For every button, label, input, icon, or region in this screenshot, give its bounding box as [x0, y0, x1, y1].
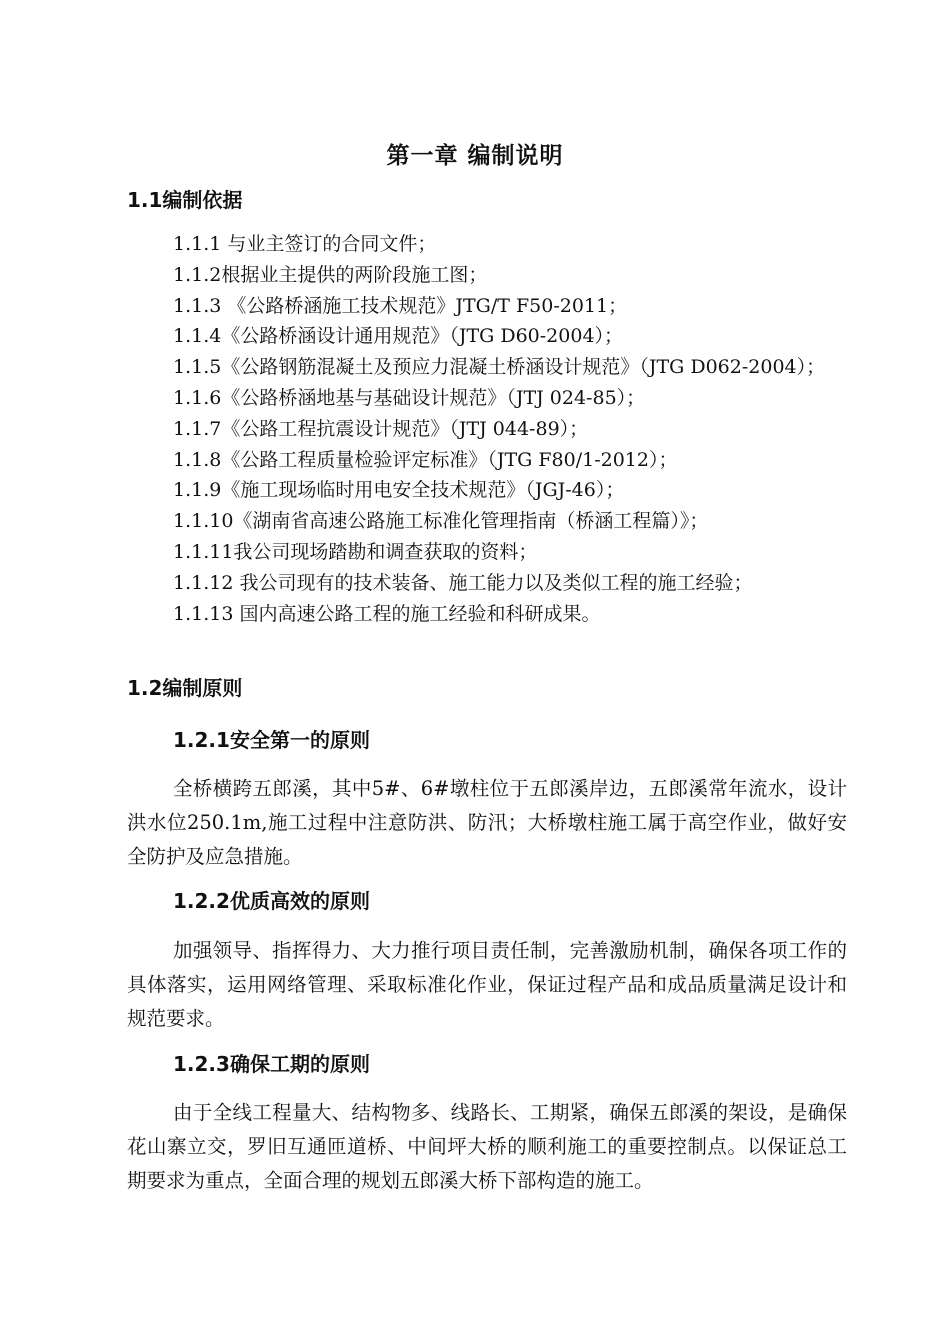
list-item: 1.1.5《公路钢筋混凝土及预应力混凝土桥涵设计规范》（JTG D062-2004）； [173, 356, 826, 379]
paragraph-safety: 全桥横跨五郎溪，其中5#、6#墩柱位于五郎溪岸边，五郎溪常年流水，设计洪水位250.1m,施工过程中注意防洪、防汛；大桥墩柱施工属于高空作业，做好安全防护及应急措施。 [127, 777, 847, 868]
list-item: 1.1.13 国内高速公路工程的施工经验和科研成果。 [173, 602, 601, 625]
sub-heading-schedule: 1.2.3确保工期的原则 [173, 1052, 370, 1076]
sub-heading-quality: 1.2.2优质高效的原则 [173, 889, 370, 913]
list-item: 1.1.12 我公司现有的技术装备、施工能力以及类似工程的施工经验； [173, 571, 753, 594]
paragraph-schedule: 由于全线工程量大、结构物多、线路长、工期紧，确保五郎溪的架设，是确保花山寨立交，罗旧互通匝道桥、中间坪大桥的顺利施工的重要控制点。以保证总工期要求为重点，全面合理的规划五郎溪大桥下部构造的施工。 [127, 1101, 847, 1192]
list-item: 1.1.2根据业主提供的两阶段施工图； [173, 263, 488, 286]
sub-heading-safety: 1.2.1安全第一的原则 [173, 728, 370, 752]
list-item: 1.1.11我公司现场踏勘和调查获取的资料； [173, 540, 538, 563]
list-item: 1.1.4《公路桥涵设计通用规范》（JTG D60-2004）； [173, 325, 624, 348]
list-item: 1.1.6《公路桥涵地基与基础设计规范》（JTJ 024-85）； [173, 386, 646, 409]
list-item: 1.1.7《公路工程抗震设计规范》（JTJ 044-89）； [173, 417, 589, 440]
list-item: 1.1.10《湖南省高速公路施工标准化管理指南（桥涵工程篇）》； [173, 510, 709, 533]
section-heading-principles: 1.2编制原则 [127, 676, 243, 700]
list-item: 1.1.1 与业主签订的合同文件； [173, 233, 437, 255]
list-item: 1.1.9《施工现场临时用电安全技术规范》（JGJ-46）； [173, 479, 625, 502]
section-heading-basis: 1.1编制依据 [127, 188, 243, 212]
basis-list [127, 229, 847, 629]
chapter-title: 第一章 编制说明 [386, 143, 564, 169]
paragraph-quality: 加强领导、指挥得力、大力推行项目责任制，完善激励机制，确保各项工作的具体落实，运用网络管理、采取标准化作业，保证过程产品和成品质量满足设计和规范要求。 [127, 939, 847, 1030]
list-item: 1.1.3 《公路桥涵施工技术规范》JTG/T F50-2011； [173, 294, 628, 317]
list-item: 1.1.8《公路工程质量检验评定标准》（JTG F80/1-2012）； [173, 448, 678, 471]
